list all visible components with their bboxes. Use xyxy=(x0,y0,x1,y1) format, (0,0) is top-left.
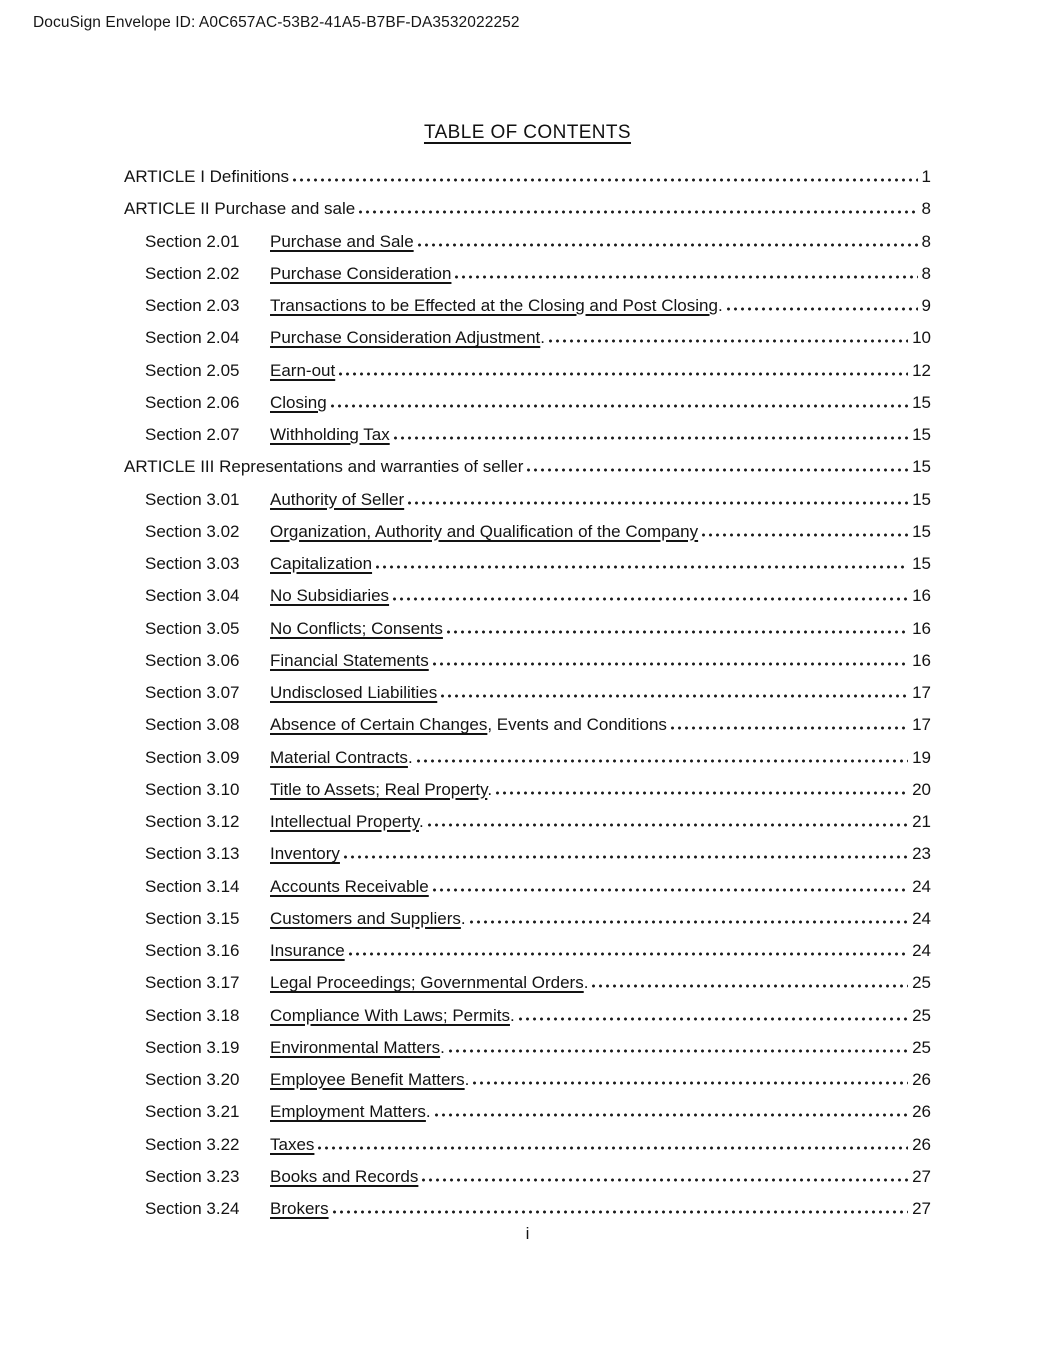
toc-entry-title xyxy=(270,226,414,258)
toc-page-number: 8 xyxy=(921,199,931,219)
toc-section-label: Section 3.12 xyxy=(145,812,240,831)
toc-section-label: Section 2.03 xyxy=(145,296,240,315)
docusign-envelope-id: DocuSign Envelope ID: A0C657AC-53B2-41A5-B7BF-DA3532022252 xyxy=(33,14,520,31)
toc-section-label: Section 3.21 xyxy=(145,1102,240,1122)
toc-entry-title-main: Insurance xyxy=(270,941,345,960)
toc-entry-title-suffix: . xyxy=(425,1102,431,1122)
dot-leader xyxy=(376,565,908,569)
toc-section-label: Section 2.04 xyxy=(145,328,240,348)
toc-page-number: 24 xyxy=(912,876,931,896)
dot-leader xyxy=(418,243,918,247)
toc-entry-title-main: ARTICLE III Representations and warranties of seller xyxy=(124,457,524,477)
toc-page-number: 17 xyxy=(912,683,931,702)
toc-row xyxy=(124,226,931,258)
toc-page-number: 15 xyxy=(912,521,931,541)
toc-entry-title xyxy=(270,355,335,387)
dot-leader xyxy=(318,1146,908,1150)
toc-entry-title xyxy=(270,645,429,677)
page-title: TABLE OF CONTENTS xyxy=(423,122,632,143)
toc-entry-title-main: Title to Assets; Real Property xyxy=(270,779,488,799)
toc-page-number: 16 xyxy=(912,586,931,606)
dot-leader xyxy=(333,1210,909,1214)
dot-leader xyxy=(496,791,908,795)
toc-row xyxy=(124,1064,931,1096)
toc-page-number: 27 xyxy=(912,1199,931,1218)
dot-leader xyxy=(449,1049,908,1053)
dot-leader xyxy=(408,501,908,505)
toc-entry-title-suffix: . xyxy=(440,1037,445,1057)
toc-entry-title-main: Transactions to be Effected at the Closing and Post Closing xyxy=(270,296,718,315)
toc-row xyxy=(124,387,931,419)
toc-section-label: Section 3.24 xyxy=(145,1199,240,1218)
dot-leader xyxy=(592,984,908,988)
toc-entry-title-main: Organization, Authority and Qualification of the Company xyxy=(270,521,699,541)
toc-section-label: Section 3.17 xyxy=(145,973,240,993)
dot-leader xyxy=(359,210,917,214)
toc-page-number: 24 xyxy=(912,908,931,928)
dot-leader xyxy=(455,275,917,279)
toc-page-number: 15 xyxy=(912,425,931,444)
toc-entry-title-main: Withholding Tax xyxy=(270,425,390,444)
toc-row xyxy=(124,1096,931,1128)
toc-row xyxy=(124,1161,931,1193)
toc-section-label: Section 2.07 xyxy=(145,425,240,444)
dot-leader xyxy=(293,178,918,182)
toc-section-label: Section 2.02 xyxy=(145,263,240,283)
toc-row xyxy=(124,871,931,903)
toc-page-number: 8 xyxy=(921,263,931,283)
toc-section-label: Section 3.19 xyxy=(145,1037,240,1057)
toc-row xyxy=(124,548,931,580)
toc-entry-title-main: Inventory xyxy=(270,844,340,864)
toc-page-number: 26 xyxy=(912,1134,931,1154)
page-number-footer: i xyxy=(525,1224,530,1243)
toc-entry-title xyxy=(270,903,466,935)
toc-page-number: 8 xyxy=(921,231,931,251)
dot-leader xyxy=(441,694,908,698)
toc-page-number: 16 xyxy=(912,618,931,638)
toc-entry-title-main: No Conflicts; Consents xyxy=(270,618,443,638)
toc-row xyxy=(124,516,931,548)
toc-page-number: 16 xyxy=(912,650,931,670)
toc-section-label: Section 3.16 xyxy=(145,941,240,960)
toc-row xyxy=(124,903,931,935)
toc-row xyxy=(124,322,931,354)
toc-section-label: Section 3.01 xyxy=(145,489,240,509)
toc-row xyxy=(124,677,931,709)
dot-leader xyxy=(344,855,908,859)
toc-page-number: 20 xyxy=(912,779,931,799)
toc-entry-title-main: Material Contracts xyxy=(270,747,408,767)
toc-section-label: Section 3.03 xyxy=(145,554,240,573)
toc-entry-title-suffix: . xyxy=(407,747,413,767)
toc-entry-title-main: Authority of Seller xyxy=(270,489,405,509)
dot-leader xyxy=(417,759,908,763)
toc-entry-title xyxy=(270,742,413,774)
dot-leader xyxy=(349,952,908,956)
toc-row xyxy=(124,838,931,870)
toc-row xyxy=(124,258,931,290)
toc-entry-title-suffix: . xyxy=(464,1070,470,1089)
toc-page-number: 26 xyxy=(912,1070,931,1089)
toc-entry-title-main: ARTICLE II Purchase and sale xyxy=(124,199,356,219)
toc-entry-title-main: Absence of Certain Changes xyxy=(270,715,488,735)
toc-section-label: Section 3.04 xyxy=(145,586,240,606)
toc-entry-title-suffix: . xyxy=(583,973,589,993)
toc-section-label: Section 2.01 xyxy=(145,231,240,251)
toc-entry-title-main: Legal Proceedings; Governmental Orders xyxy=(270,973,584,993)
toc-page-number: 19 xyxy=(912,747,931,767)
toc-page-number: 25 xyxy=(912,1037,931,1057)
toc-page-number: 12 xyxy=(912,360,931,380)
toc-entry-title-main: Customers and Suppliers xyxy=(270,908,461,928)
toc-entry-title-suffix: . xyxy=(460,908,466,928)
toc-page-number: 27 xyxy=(912,1166,931,1186)
toc-entry-title xyxy=(270,1129,314,1161)
toc-row xyxy=(124,1129,931,1161)
toc-row xyxy=(124,935,931,967)
dot-leader xyxy=(527,468,908,472)
toc-row xyxy=(124,806,931,838)
dot-leader xyxy=(433,888,908,892)
toc-entry-title-main: Books and Records xyxy=(270,1166,419,1186)
toc-entry-title xyxy=(270,935,345,967)
toc-page-number: 9 xyxy=(921,296,931,315)
dot-leader xyxy=(428,823,908,827)
dot-leader xyxy=(393,597,908,601)
toc-entry-title xyxy=(270,774,492,806)
toc-entry-title xyxy=(270,387,327,419)
dot-leader xyxy=(394,436,908,440)
toc-entry-title xyxy=(270,1000,515,1032)
toc-page-number: 24 xyxy=(912,941,931,960)
toc-row xyxy=(124,967,931,999)
dot-leader xyxy=(473,1081,908,1085)
toc-page-number: 23 xyxy=(912,844,931,864)
dot-leader xyxy=(671,726,908,730)
toc-entry-title xyxy=(270,1064,469,1096)
toc-row xyxy=(124,613,931,645)
toc-section-label: Section 3.13 xyxy=(145,844,240,864)
toc-page-number: 15 xyxy=(912,392,931,412)
toc-entry-title-main: Accounts Receivable xyxy=(270,876,429,896)
toc-entry-title xyxy=(270,838,340,870)
toc-row xyxy=(124,193,931,225)
toc-entry-title-suffix: . xyxy=(540,328,545,348)
toc-row xyxy=(124,484,931,516)
toc-section-label: Section 2.05 xyxy=(145,360,240,380)
toc-entry-title xyxy=(270,709,667,741)
toc-entry-title xyxy=(270,806,424,838)
toc-entry-title-main: Taxes xyxy=(270,1134,315,1154)
toc-row xyxy=(124,419,931,451)
toc-section-label: Section 3.20 xyxy=(145,1070,240,1089)
toc-section-label: Section 3.22 xyxy=(145,1134,240,1154)
toc-entry-title-main: Intellectual Property xyxy=(270,812,419,831)
toc-page-number: 25 xyxy=(912,973,931,993)
toc-section-label: Section 3.10 xyxy=(145,779,240,799)
toc-page-number: 15 xyxy=(912,554,931,573)
toc-entry-title-main: Purchase Consideration Adjustment xyxy=(270,328,541,348)
toc-entry-title xyxy=(270,677,437,709)
toc-entry-title xyxy=(270,871,429,903)
toc-entry-title-main: Employee Benefit Matters xyxy=(270,1070,465,1089)
toc-entry-title-suffix: . xyxy=(717,296,723,315)
toc-entry-title-suffix: . xyxy=(509,1005,515,1025)
toc-page-number: 17 xyxy=(912,715,931,735)
toc-section-label: Section 3.23 xyxy=(145,1166,240,1186)
toc-section-label: Section 2.06 xyxy=(145,392,240,412)
toc-entry-title-main: Purchase Consideration xyxy=(270,263,452,283)
toc-entry-title-main: Financial Statements xyxy=(270,650,429,670)
toc-entry-title xyxy=(270,290,723,322)
toc-section-label: Section 3.08 xyxy=(145,715,240,735)
dot-leader xyxy=(519,1017,908,1021)
toc-entry-title-suffix: . xyxy=(418,812,424,831)
toc-page-number: 15 xyxy=(912,489,931,509)
toc-entry-title-main: Purchase and Sale xyxy=(270,231,414,251)
toc-entry-title xyxy=(124,161,289,193)
toc-row xyxy=(124,451,931,483)
toc-entry-title xyxy=(270,1161,418,1193)
toc-row xyxy=(124,161,931,193)
toc-row xyxy=(124,645,931,677)
toc-row xyxy=(124,1193,931,1225)
dot-leader xyxy=(331,404,908,408)
toc-entry-title xyxy=(124,193,355,225)
toc-entry-title-main: Environmental Matters xyxy=(270,1037,441,1057)
toc-entry-title xyxy=(270,322,545,354)
toc-section-label: Section 3.18 xyxy=(145,1005,240,1025)
toc-entry-title-main: Undisclosed Liabilities xyxy=(270,683,438,702)
dot-leader xyxy=(470,920,908,924)
toc-row xyxy=(124,355,931,387)
toc-row xyxy=(124,742,931,774)
dot-leader xyxy=(549,339,908,343)
toc-row xyxy=(124,290,931,322)
toc-section-label: Section 3.15 xyxy=(145,908,240,928)
toc-page-number: 21 xyxy=(912,812,931,831)
toc-entry-title xyxy=(270,613,443,645)
toc-row xyxy=(124,774,931,806)
toc-entry-title xyxy=(270,967,588,999)
toc-entry-title-main: Brokers xyxy=(270,1199,329,1218)
toc-entry-title-suffix: . xyxy=(487,779,493,799)
toc-entry-title-main: ARTICLE I Definitions xyxy=(124,167,290,186)
toc-section-label: Section 3.07 xyxy=(145,683,240,702)
toc-page-number: 1 xyxy=(921,167,931,186)
toc-entry-title-main: Compliance With Laws; Permits xyxy=(270,1005,510,1025)
toc-row xyxy=(124,1000,931,1032)
toc-row xyxy=(124,1032,931,1064)
toc-section-label: Section 3.14 xyxy=(145,876,240,896)
toc-entry-title-main: Earn-out xyxy=(270,360,336,380)
dot-leader xyxy=(435,1113,908,1117)
toc-section-label: Section 3.05 xyxy=(145,618,240,638)
dot-leader xyxy=(433,662,908,666)
dot-leader xyxy=(702,533,908,537)
dot-leader xyxy=(422,1178,908,1182)
toc-page-number: 25 xyxy=(912,1005,931,1025)
dot-leader xyxy=(727,307,918,311)
toc-page-number: 10 xyxy=(912,328,931,348)
toc-section-label: Section 3.06 xyxy=(145,650,240,670)
dot-leader xyxy=(339,372,908,376)
toc-entry-title xyxy=(270,419,390,451)
toc-section-label: Section 3.02 xyxy=(145,521,240,541)
toc-entry-title xyxy=(270,516,698,548)
toc-page-number: 26 xyxy=(912,1102,931,1122)
dot-leader xyxy=(447,630,908,634)
toc-page-number: 15 xyxy=(912,457,931,477)
toc-entry-title xyxy=(270,1193,329,1225)
toc-section-label: Section 3.09 xyxy=(145,747,240,767)
toc-entry-title-main: No Subsidiaries xyxy=(270,586,390,606)
toc-entry-title-suffix: , Events and Conditions xyxy=(487,715,667,735)
toc-list xyxy=(124,161,931,1225)
toc-entry-title xyxy=(270,580,389,612)
toc-entry-title xyxy=(270,258,451,290)
toc-entry-title xyxy=(270,484,404,516)
toc-entry-title xyxy=(124,451,523,483)
toc-entry-title xyxy=(270,1032,445,1064)
toc-entry-title-main: Capitalization xyxy=(270,554,373,573)
toc-entry-title-main: Closing xyxy=(270,392,327,412)
toc-entry-title xyxy=(270,1096,431,1128)
toc-row xyxy=(124,709,931,741)
toc-entry-title xyxy=(270,548,372,580)
toc-row xyxy=(124,580,931,612)
toc-entry-title-main: Employment Matters xyxy=(270,1102,426,1122)
